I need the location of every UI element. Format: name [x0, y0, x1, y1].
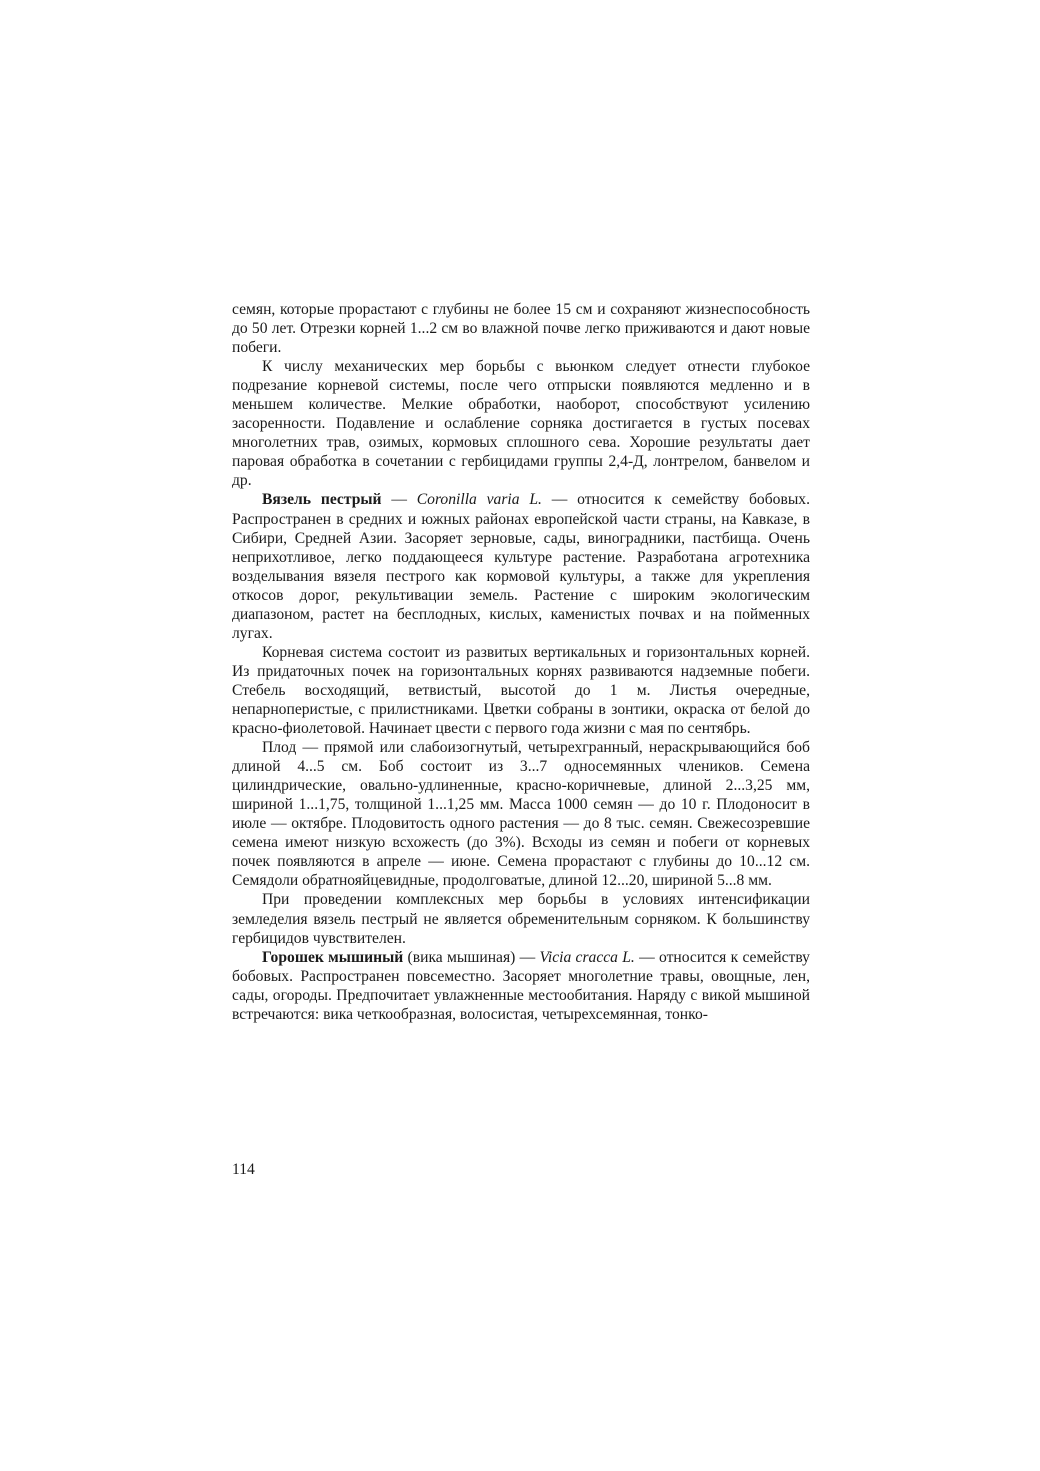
paragraph-2: [232, 357, 810, 490]
term-heading: Горошек мышиный: [262, 948, 404, 966]
text-run: — относится к семейству бобовых. Распространен в средних и южных районах европейской части страны, на Кавказе, в Сибири, Средней Азии. Засоряет зерновые, сады, виноградники, пастбища. Очень неприхотливое, легко поддающееся культуре растение. Разработана агротехника возделывания вязеля пестрого как кормовой культуры, а также для укрепления откосов дорог, рекультивации земель. Растение с широким экологическим диапазоном, растет на бесплодных, кислых, каменистых почвах и на пойменных лугах.: [232, 491, 810, 642]
latin-name: Vicia cracca L.: [539, 948, 635, 966]
text-run: (вика мышиная) —: [403, 948, 540, 966]
text-run: —: [381, 491, 417, 509]
text-run: Корневая система состоит из развитых вертикальных и горизонтальных корней. Из придаточных почек на горизонтальных корнях развиваются надземные побеги. Стебель восходящий, ветвистый, высотой до 1 м. Листья очередные, непарноперистые, с прилистниками. Цветки собраны в зонтики, окраска от белой до красно-фиолетовой. Начинает цвести с первого года жизни с мая по сентябрь.: [232, 643, 810, 738]
text-run: При проведении комплексных мер борьбы в условиях интенсификации земледелия вязель пестрый не является обременительным сорняком. К большинству гербицидов чувствителен.: [232, 891, 810, 947]
term-heading: Вязель пестрый: [262, 491, 382, 509]
paragraph-1: [232, 300, 810, 357]
text-run: К числу механических мер борьбы с вьюнком следует отнести глубокое подрезание корневой системы, после чего отпрыски появляются медленно и в меньшем количестве. Мелкие обработки, наоборот, способствуют усилению засоренности. Подавление и ослабление сорняка достигается в густых посевах многолетних трав, озимых, кормовых сплошного сева. Хорошие результаты дает паровая обработка в сочетании с гербицидами группы 2,4-Д, лонтрелом, банвелом и др.: [232, 358, 810, 490]
body-text: [232, 300, 810, 1024]
text-run: Плод — прямой или слабоизогнутый, четырехгранный, нераскрывающийся боб длиной 4...5 см. Боб состоит из 3...7 односемянных члеников. Семена цилиндрические, овально-удлиненные, красно-коричневые, длиной 2...3,25 мм, шириной 1...1,75, толщиной 1...1,25 мм. Масса 1000 семян — до 10 г. Плодоносит в июле — октябре. Плодовитость одного растения — до 8 тыс. семян. Свежесозревшие семена имеют низкую всхожесть (до 3%). Всходы из семян и побеги от корневых почек появляются в апреле — июне. Семена прорастают с глубины до 10...12 см. Семядоли обратнояйцевидные, продолговатые, длиной 12...20, шириной 5...8 мм.: [232, 739, 810, 890]
page-number: 114: [232, 1161, 255, 1178]
paragraph-5: [232, 738, 810, 890]
paragraph-7: [232, 948, 810, 1024]
paragraph-4: [232, 643, 810, 738]
paragraph-6: [232, 890, 810, 947]
latin-name: Coronilla varia L.: [416, 491, 542, 509]
paragraph-3: [232, 490, 810, 642]
text-run: семян, которые прорастают с глубины не более 15 см и сохраняют жизнеспособность до 50 лет. Отрезки корней 1...2 см во влажной почве легко приживаются и дают новые побеги.: [232, 301, 810, 357]
text-run: — относится к семейству бобовых. Распространен повсеместно. Засоряет многолетние травы, овощные, лен, сады, огороды. Предпочитает увлажненные местообитания. Наряду с викой мышиной встречаются: вика четкообразная, волосистая, четырехсемянная, тонко-: [232, 948, 810, 1023]
